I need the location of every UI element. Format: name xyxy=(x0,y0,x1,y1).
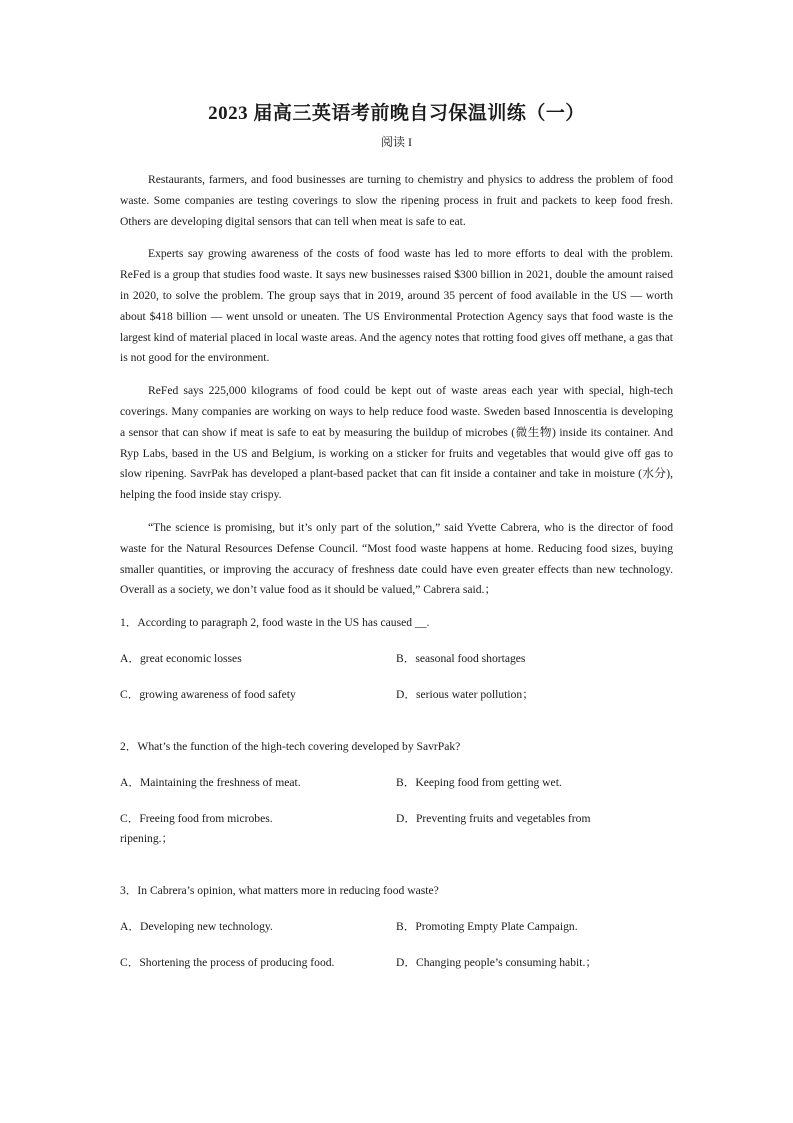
question-stem: 3．In Cabrera’s opinion, what matters more in reducing food waste? xyxy=(120,884,439,898)
option-a: A．Developing new technology. xyxy=(120,920,273,934)
question-2 xyxy=(120,737,673,865)
question-stem: 2．What’s the function of the high-tech covering developed by SavrPak? xyxy=(120,740,461,754)
paragraph-4: “The science is promising, but it’s only part of the solution,” said Yvette Cabrera, who is the director of food waste for the Natural Resources Defense Council. “Most food waste happens at home. Reducing food sizes, buying smaller quantities, or improving the accuracy of freshness date could have even greater effects than new technology. Overall as a society, we don’t value food as it should be valued,” Cabrera said.； xyxy=(120,520,673,597)
option-b: B．Keeping food from getting wet. xyxy=(396,776,562,790)
option-grid xyxy=(120,649,673,721)
option-d-continuation: ripening.； xyxy=(120,832,174,846)
option-b: B．seasonal food shortages xyxy=(396,652,526,666)
reading-passage xyxy=(120,170,673,601)
section-subtitle: 阅读 I xyxy=(381,135,412,149)
option-b: B．Promoting Empty Plate Campaign. xyxy=(396,920,578,934)
question-3 xyxy=(120,881,673,989)
paragraph-1: Restaurants, farmers, and food businesses are turning to chemistry and physics to address the problem of food waste. Some companies are testing coverings to slow the ripening process in fruit and packets to keep food fresh. Others are developing digital sensors that can tell when meat is safe to eat. xyxy=(120,173,673,228)
paragraph-2: Experts say growing awareness of the costs of food waste has led to more efforts to deal with the problem. ReFed is a group that studies food waste. It says new businesses raised $300 billion in 2021, double the amount raised in 2020, to solve the problem. The group says that in 2019, around 35 percent of food available in the US — worth about $418 billion — went unsold or uneaten. The US Environmental Protection Agency says that food waste is the largest kind of material placed in local waste areas. And the agency notes that rotting food gives off methane, a gas that is not good for the environment. xyxy=(120,247,673,365)
page-title: 2023 届高三英语考前晚自习保温训练（一） xyxy=(208,103,585,124)
option-d: D．serious water pollution； xyxy=(396,688,534,702)
option-d: D．Preventing fruits and vegetables from xyxy=(396,812,591,826)
paragraph-3: ReFed says 225,000 kilograms of food could be kept out of waste areas each year with special, high-tech coverings. Many companies are working on ways to help reduce food waste. Sweden based Innoscentia is developing a sensor that can show if meat is safe to eat by measuring the buildup of microbes (微生物) inside its container. And Ryp Labs, based in the US and Belgium, is working on a sticker for fruits and vegetables that would give off gas to slow ripening. SavrPak has developed a plant-based packet that can fit inside a container and take in moisture (水分), helping the food inside stay crispy. xyxy=(120,384,673,502)
option-c: C．growing awareness of food safety xyxy=(120,688,296,702)
option-grid xyxy=(120,917,673,989)
question-1 xyxy=(120,613,673,721)
option-a: A．Maintaining the freshness of meat. xyxy=(120,776,301,790)
option-grid xyxy=(120,773,673,865)
question-list xyxy=(120,613,673,989)
option-c: C．Shortening the process of producing food. xyxy=(120,956,335,970)
option-a: A．great economic losses xyxy=(120,652,242,666)
option-d: D．Changing people’s consuming habit.； xyxy=(396,956,597,970)
question-stem: 1．According to paragraph 2, food waste in the US has caused __. xyxy=(120,616,430,630)
option-c: C．Freeing food from microbes. xyxy=(120,812,273,826)
